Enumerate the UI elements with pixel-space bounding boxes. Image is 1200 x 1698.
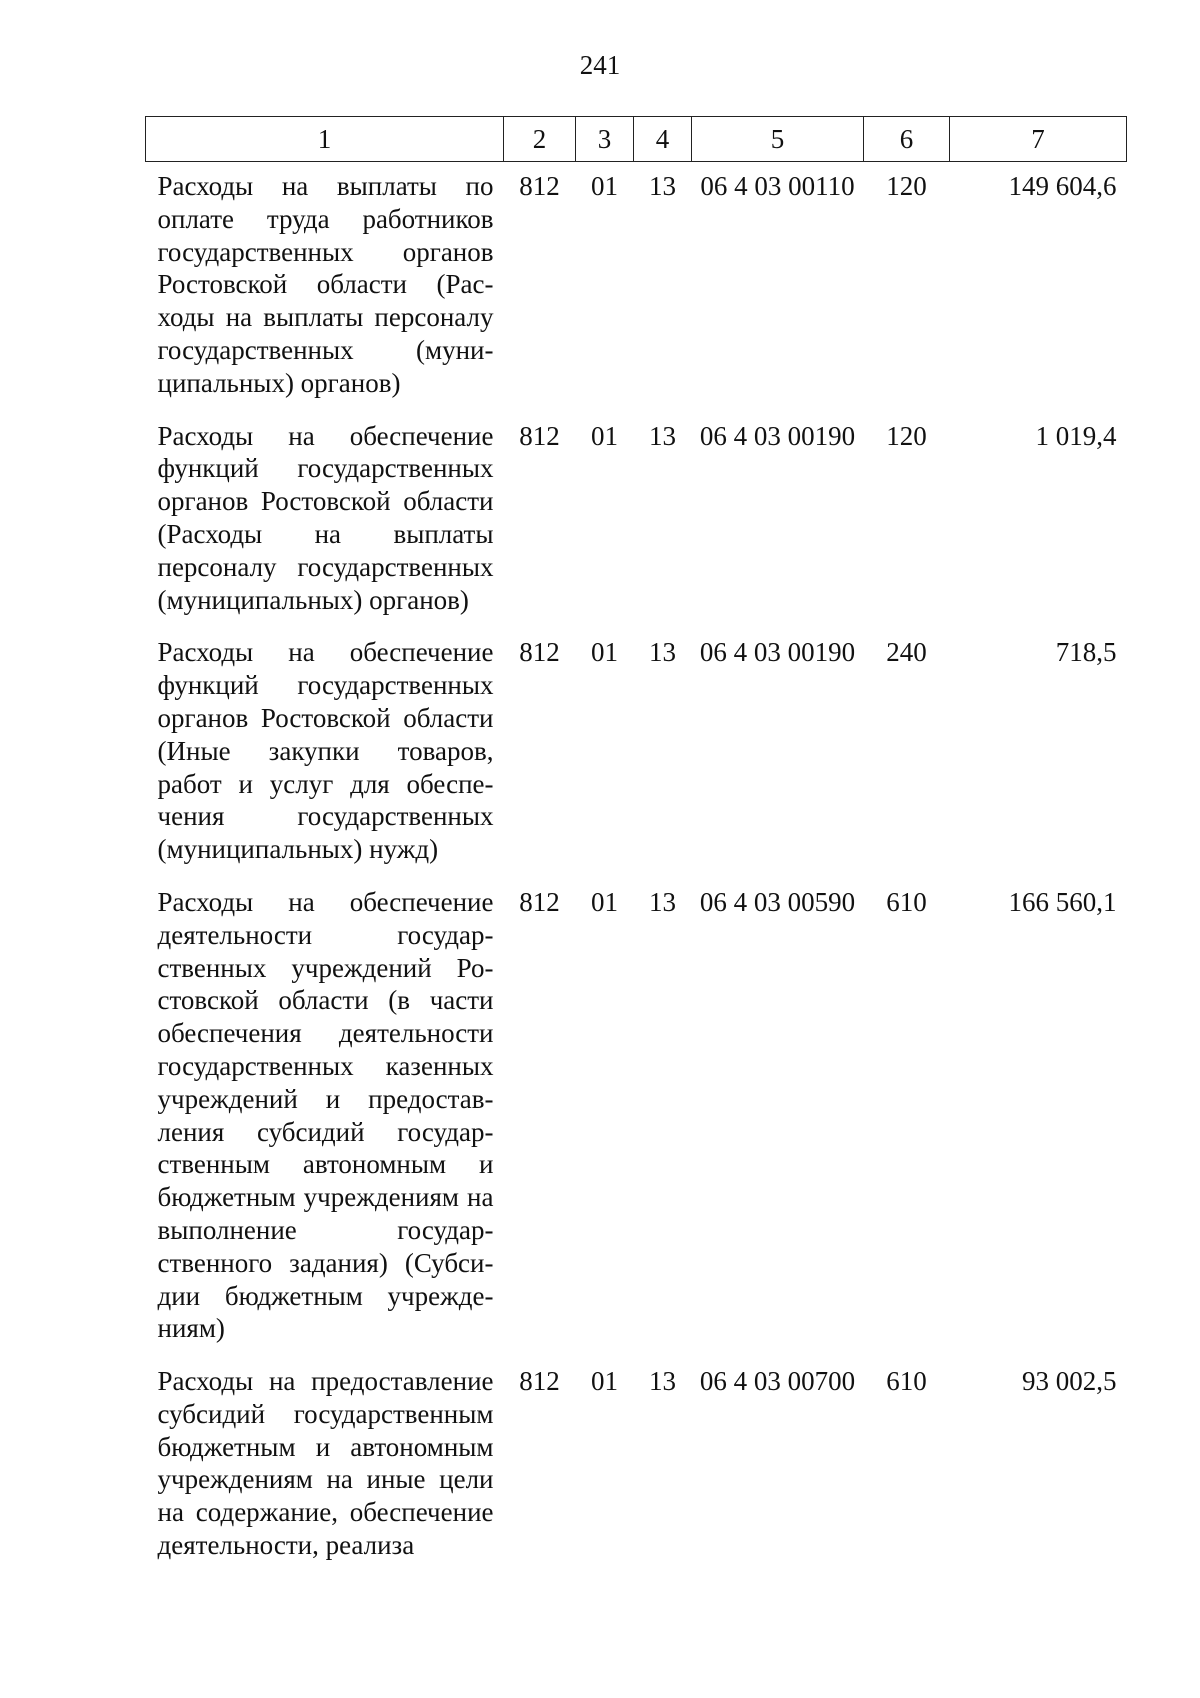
cell-expense-type: 120 <box>886 420 927 451</box>
cell-expense-type: 120 <box>886 171 927 201</box>
table-row <box>146 1355 1127 1572</box>
cell-ministry-code: 812 <box>519 637 560 668</box>
cell-section-code: 01 <box>591 637 618 668</box>
cell-amount: 166 560,1 <box>1008 886 1117 917</box>
cell-target-article: 06 4 03 00190 <box>699 420 856 451</box>
cell-amount: 93 002,5 <box>1022 1366 1117 1397</box>
row-description: Расходы на выплаты по оплате труда работников государственных органов Ростовской области (Расходы на выплаты персоналу государственных (муниципальных) органов) <box>157 171 494 398</box>
column-header-3: 3 <box>576 117 634 162</box>
column-header-5: 5 <box>692 117 864 162</box>
column-header-1: 1 <box>146 117 504 162</box>
table-row <box>146 626 1127 876</box>
table-header <box>146 117 1127 162</box>
row-description: Расходы на предоставление субсидий государственным бюджетным и автономным учреждениям на иные цели на содержание, обеспечение деятельности, реализа <box>157 1366 494 1561</box>
column-header-2: 2 <box>504 117 576 162</box>
column-header-4: 4 <box>634 117 692 162</box>
table-body <box>146 162 1127 1572</box>
row-description: Расходы на обеспечение деятельности государственных учреждений Ростовской области (в части обеспечения деятельности государственных казенных учреждений и предоставления субсидий государственным автономным и бюджетным учреждениям на выполнение государственного задания) (Субсидии бюджетным учреждениям) <box>157 886 494 1344</box>
cell-subsection-code: 13 <box>649 171 676 201</box>
cell-subsection-code: 13 <box>649 420 676 451</box>
page-number: 241 <box>579 50 621 80</box>
cell-amount: 149 604,6 <box>1008 171 1117 201</box>
cell-ministry-code: 812 <box>519 171 560 201</box>
cell-expense-type: 610 <box>886 886 927 917</box>
row-description: Расходы на обеспечение функций государственных органов Ростовской области (Иные закупки товаров, работ и услуг для обеспечения государственных (муниципальных) нужд) <box>157 637 494 865</box>
cell-ministry-code: 812 <box>519 1366 560 1397</box>
cell-subsection-code: 13 <box>649 1366 676 1397</box>
cell-subsection-code: 13 <box>649 886 676 917</box>
cell-subsection-code: 13 <box>649 637 676 668</box>
cell-expense-type: 240 <box>886 637 927 668</box>
cell-target-article: 06 4 03 00590 <box>699 886 856 917</box>
header-row <box>146 117 1127 162</box>
cell-expense-type: 610 <box>886 1366 927 1397</box>
cell-amount: 718,5 <box>1055 637 1117 668</box>
table-row <box>146 876 1127 1355</box>
column-header-6: 6 <box>864 117 950 162</box>
cell-target-article: 06 4 03 00700 <box>699 1366 856 1397</box>
cell-target-article: 06 4 03 00110 <box>700 171 855 201</box>
cell-section-code: 01 <box>591 886 618 917</box>
table-row <box>146 410 1127 627</box>
cell-ministry-code: 812 <box>519 420 560 451</box>
cell-section-code: 01 <box>591 420 618 451</box>
column-header-7: 7 <box>950 117 1127 162</box>
cell-ministry-code: 812 <box>519 886 560 917</box>
cell-target-article: 06 4 03 00190 <box>699 637 856 668</box>
table-row <box>146 162 1127 410</box>
cell-section-code: 01 <box>591 1366 618 1397</box>
budget-table <box>145 116 1127 1572</box>
cell-section-code: 01 <box>591 171 618 201</box>
row-description: Расходы на обеспечение функций государственных органов Ростовской области (Расходы на выплаты персоналу государственных (муниципальных) органов) <box>157 420 494 615</box>
cell-amount: 1 019,4 <box>1035 420 1117 451</box>
